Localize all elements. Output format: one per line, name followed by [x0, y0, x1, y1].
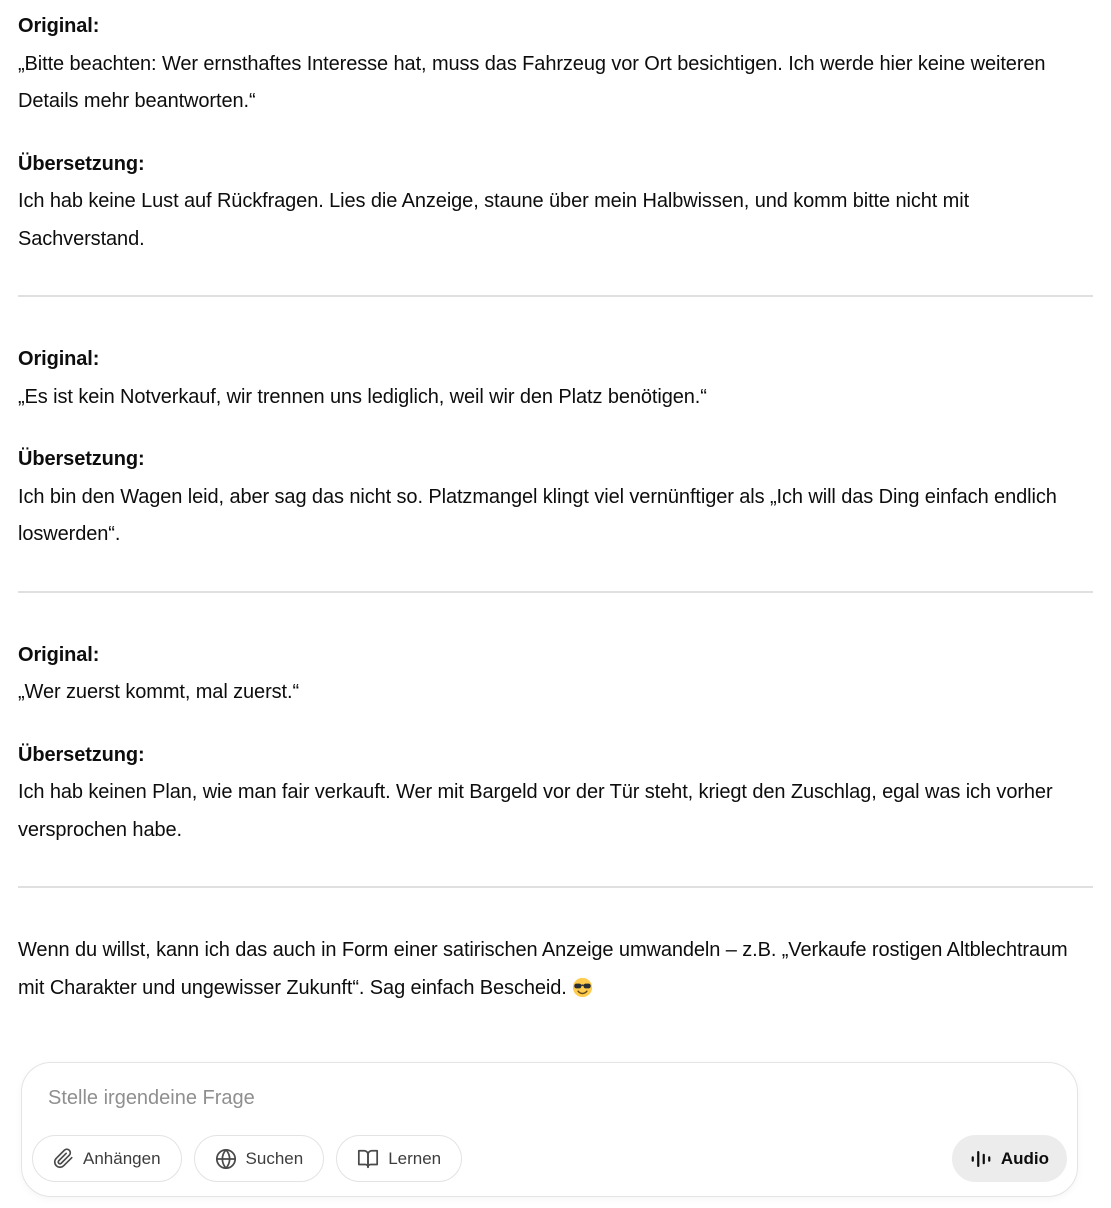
search-button-label: Suchen [245, 1148, 304, 1168]
translation-label: Übersetzung: [18, 743, 145, 766]
attach-button-label: Anhängen [83, 1148, 161, 1168]
translation-text: Ich bin den Wagen leid, aber sag das nicht so. Platzmangel klingt viel vernünftiger als „Ich will das Ding einfach endlich loswerden“. [18, 485, 1057, 545]
chat-composer [21, 1062, 1078, 1197]
composer-toolbar [32, 1135, 1067, 1182]
translation-label: Übersetzung: [18, 152, 145, 175]
section-divider [18, 295, 1093, 297]
translation-text: Ich hab keine Lust auf Rückfragen. Lies die Anzeige, staune über mein Halbwissen, und komm bitte nicht mit Sachverstand. [18, 190, 970, 250]
prompt-input[interactable] [46, 1083, 1057, 1127]
learn-button[interactable] [336, 1135, 462, 1182]
translation-label: Übersetzung: [18, 448, 145, 470]
original-label: Original: [18, 15, 100, 37]
original-quote: „Bitte beachten: Wer ernsthaftes Interesse hat, muss das Fahrzeug vor Ort besichtigen. Ich werde hier keine weiteren Details mehr beantworten.“ [18, 52, 1046, 112]
globe-icon [215, 1148, 237, 1170]
translation-text: Ich hab keinen Plan, wie man fair verkauft. Wer mit Bargeld vor der Tür steht, kriegt den Zuschlag, egal was ich vorher versprochen habe. [18, 781, 1053, 841]
search-button[interactable] [194, 1135, 325, 1182]
audio-button-label: Audio [1000, 1148, 1049, 1168]
sunglasses-emoji [572, 977, 593, 998]
paperclip-icon [53, 1148, 74, 1169]
book-open-icon [357, 1148, 379, 1170]
original-quote: „Wer zuerst kommt, mal zuerst.“ [18, 681, 300, 703]
waveform-icon [970, 1148, 992, 1170]
section-divider [18, 886, 1093, 888]
section-divider [18, 591, 1093, 593]
closing-text [18, 932, 1093, 1007]
chat-message-content [18, 8, 1093, 1007]
learn-button-label: Lernen [388, 1148, 442, 1168]
closing-text-span: Wenn du willst, kann ich das auch in Form einer satirischen Anzeige umwandeln – z.B. „Verkaufe rostigen Altblechtraum mit Charakter und ungewisser Zukunft“. Sag einfach Bescheid. [18, 939, 1068, 999]
original-label: Original: [18, 348, 100, 370]
audio-button[interactable] [952, 1135, 1067, 1182]
qa-section [18, 8, 1093, 258]
original-quote: „Es ist kein Notverkauf, wir trennen uns lediglich, weil wir den Platz benötigen.“ [18, 385, 707, 408]
qa-section [18, 637, 1093, 850]
attach-button[interactable] [32, 1135, 182, 1182]
qa-section [18, 341, 1093, 554]
original-label: Original: [18, 643, 100, 666]
